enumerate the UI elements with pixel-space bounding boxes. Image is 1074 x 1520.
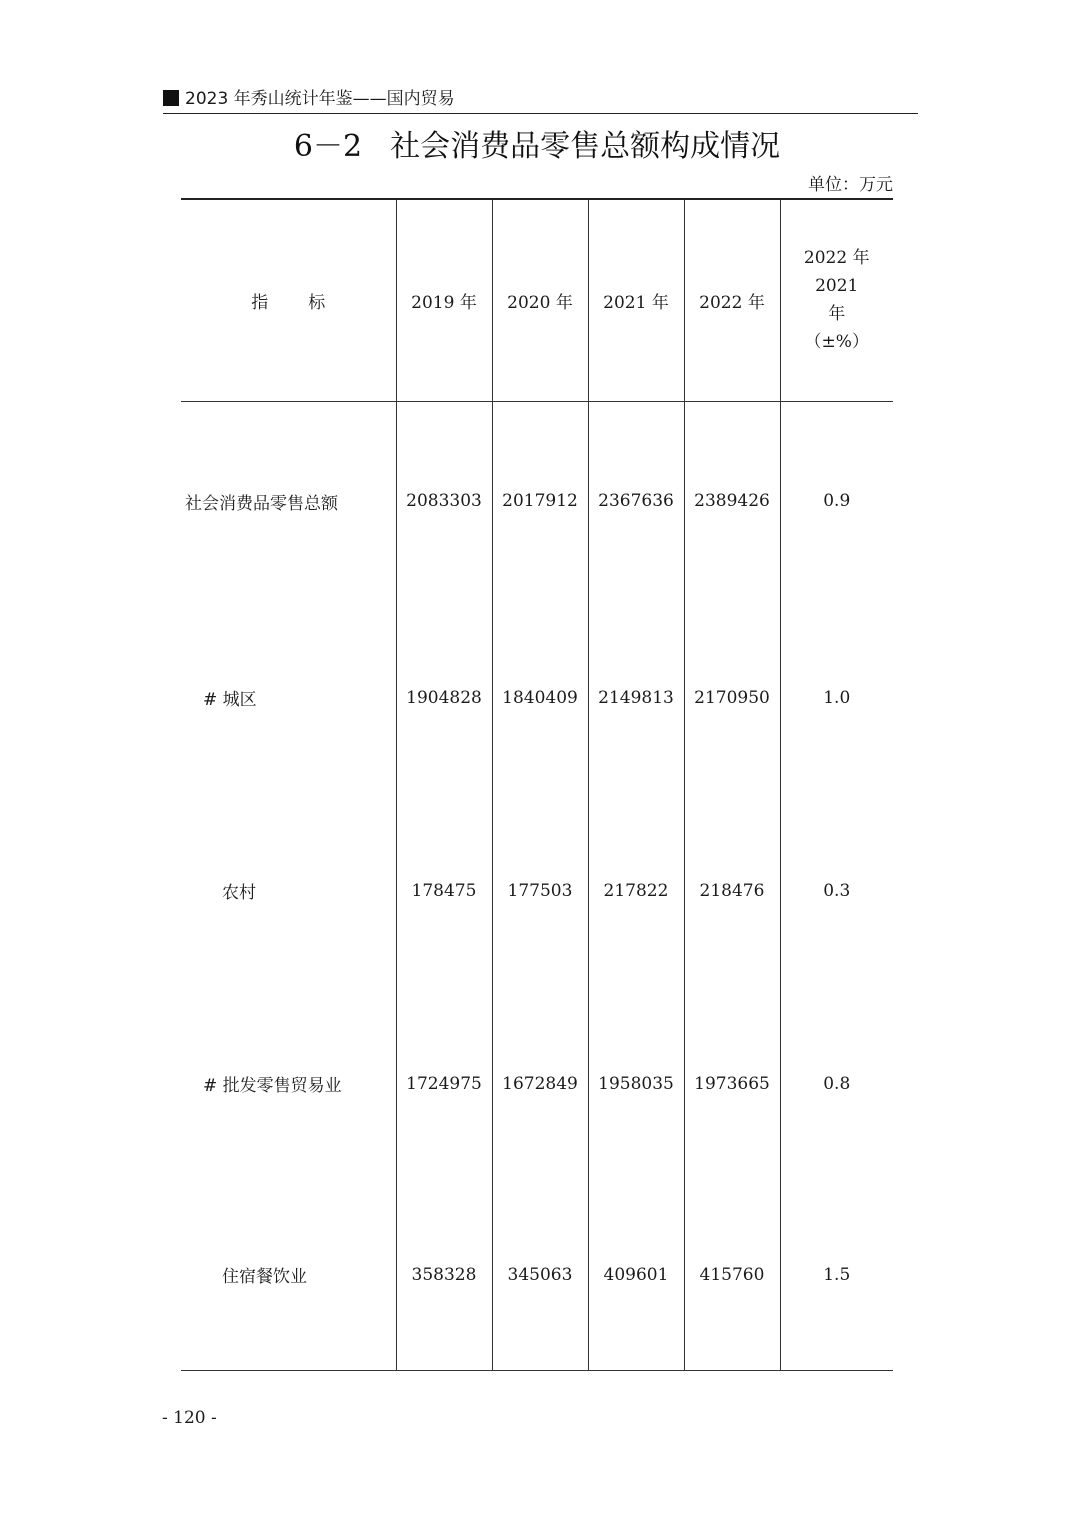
running-title: 2023 年秀山统计年鉴——国内贸易 [185, 89, 455, 109]
cell-2021: 409601 [588, 1180, 684, 1370]
cell-change: 0.9 [780, 401, 893, 601]
cell-2019: 358328 [396, 1180, 492, 1370]
table-row [181, 401, 893, 601]
cell-2020: 1672849 [492, 987, 588, 1180]
cell-change: 1.5 [780, 1180, 893, 1370]
header-change: 2022 年 2021 年 （±%） [780, 199, 893, 401]
data-table-container [181, 198, 893, 1371]
table-title: 社会消费品零售总额构成情况 [390, 129, 781, 164]
cell-2019: 178475 [396, 794, 492, 987]
cell-2019: 2083303 [396, 401, 492, 601]
cell-change: 1.0 [780, 601, 893, 794]
table-header-row [181, 199, 893, 401]
cell-2019: 1904828 [396, 601, 492, 794]
header-2019: 2019 年 [396, 199, 492, 401]
row-label: # 城区 [203, 690, 257, 710]
cell-2020: 177503 [492, 794, 588, 987]
table-row [181, 794, 893, 987]
header-2020: 2020 年 [492, 199, 588, 401]
table-number: 6－2 [293, 129, 363, 164]
page-title [0, 126, 1074, 168]
cell-2022: 415760 [684, 1180, 780, 1370]
square-bullet-icon [163, 90, 179, 106]
row-label: 农村 [222, 883, 256, 903]
cell-2022: 2389426 [684, 401, 780, 601]
cell-2019: 1724975 [396, 987, 492, 1180]
cell-2022: 1973665 [684, 987, 780, 1180]
row-label: # 批发零售贸易业 [203, 1076, 342, 1096]
cell-2021: 1958035 [588, 987, 684, 1180]
table-row [181, 601, 893, 794]
table-row [181, 1180, 893, 1370]
cell-2020: 1840409 [492, 601, 588, 794]
cell-2020: 2017912 [492, 401, 588, 601]
header-2022: 2022 年 [684, 199, 780, 401]
cell-2021: 2149813 [588, 601, 684, 794]
cell-2022: 218476 [684, 794, 780, 987]
table-row [181, 987, 893, 1180]
cell-2020: 345063 [492, 1180, 588, 1370]
row-label: 社会消费品零售总额 [185, 493, 338, 514]
header-indicator: 指 标 [181, 199, 396, 401]
cell-change: 0.3 [780, 794, 893, 987]
header-2021: 2021 年 [588, 199, 684, 401]
row-label: 住宿餐饮业 [181, 1180, 396, 1370]
cell-2021: 2367636 [588, 401, 684, 601]
cell-2021: 217822 [588, 794, 684, 987]
cell-2022: 2170950 [684, 601, 780, 794]
page-number: - 120 - [162, 1408, 217, 1428]
unit-label: 单位：万元 [808, 175, 893, 195]
retail-sales-table [181, 198, 893, 1371]
cell-change: 0.8 [780, 987, 893, 1180]
running-header [163, 88, 918, 114]
